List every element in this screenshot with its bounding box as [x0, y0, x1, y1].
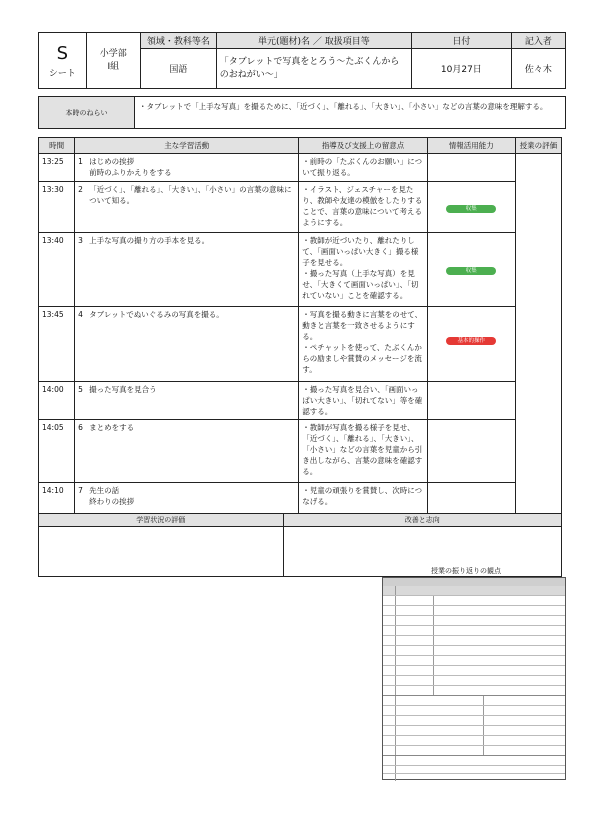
row-ict	[427, 483, 515, 517]
row-number: 7	[78, 486, 83, 495]
reflection-rule	[383, 745, 565, 746]
reflection-rule	[383, 773, 565, 774]
guidance-line: ・教師が近づいたり、離れたりして、「画面いっぱい大きく」撮る様子を見せる。	[302, 236, 419, 267]
row-activity	[75, 182, 299, 233]
table-row	[39, 382, 562, 420]
aim-label: 本時のねらい	[39, 97, 135, 129]
row-guidance	[299, 233, 428, 307]
ict-badge: 基本的操作	[446, 337, 496, 345]
activity-line: タブレットでぬいぐるみの写真を撮る。	[89, 310, 224, 319]
reflection-title: 授業の振り返りの観点	[431, 567, 501, 575]
reflection-rule	[383, 595, 565, 596]
row-number: 4	[78, 310, 83, 319]
unit-value: 「タブレットで写真をとろう～たぶくんからのおねがい～」	[216, 49, 411, 89]
row-time: 13:30	[39, 182, 75, 233]
unit-header: 単元(題材)名 ／ 取扱項目等	[216, 33, 411, 49]
table-row	[39, 420, 562, 483]
row-ict	[427, 420, 515, 483]
col-guidance: 指導及び支援上の留意点	[299, 138, 428, 154]
reflection-rule	[383, 675, 565, 676]
table-row	[39, 154, 562, 182]
reflection-rule	[383, 655, 565, 656]
school-type: 小学部	[99, 48, 127, 59]
activity-line: まとめをする	[89, 423, 135, 432]
ict-badge: 収集	[446, 267, 496, 275]
learning-eval-body	[39, 527, 284, 577]
sheet-letter: S	[56, 43, 69, 64]
class-name: Ⅰ組	[107, 61, 120, 72]
row-time: 14:05	[39, 420, 75, 483]
row-time: 14:10	[39, 483, 75, 517]
learning-eval-header: 学習状況の評価	[39, 514, 284, 527]
reflection-rule	[383, 705, 565, 706]
grade-cell	[86, 33, 140, 89]
col-activity: 主な学習活動	[75, 138, 299, 154]
improvement-body	[283, 527, 561, 577]
reflection-rule	[383, 685, 565, 686]
row-ict	[427, 182, 515, 233]
reflection-rule	[383, 735, 565, 736]
row-time: 13:40	[39, 233, 75, 307]
row-activity	[75, 307, 299, 382]
col-time: 時間	[39, 138, 75, 154]
row-number: 3	[78, 236, 83, 245]
header-table	[38, 32, 566, 89]
table-row	[39, 233, 562, 307]
row-guidance	[299, 307, 428, 382]
row-time: 13:45	[39, 307, 75, 382]
row-number: 6	[78, 423, 83, 432]
row-number: 1	[78, 157, 83, 166]
evaluation-cell	[515, 154, 561, 517]
reflection-rule	[383, 715, 565, 716]
activity-line: 上手な写真の撮り方の手本を見る。	[89, 236, 210, 245]
guidance-line: ・撮った写真（上手な写真）を見せ、「大きくて画面いっぱい」、「切れていない」ことを確認する。	[302, 269, 419, 300]
row-activity	[75, 483, 299, 517]
reflection-rule	[383, 695, 565, 696]
row-ict	[427, 307, 515, 382]
reflection-band	[383, 586, 565, 595]
subject-header: 領域・教科等名	[140, 33, 216, 49]
activity-line: 先生の話	[89, 486, 120, 495]
writer-value: 佐々木	[511, 49, 565, 89]
row-activity	[75, 154, 299, 182]
date-value: 10月27日	[411, 49, 511, 89]
row-guidance: ・教師が写真を撮る様子を見せ、「近づく」、「離れる」、「大きい」、「小さい」などの言葉を児童から引き出しながら、言葉の意味を確認する。	[299, 420, 428, 483]
reflection-rule	[383, 725, 565, 726]
sheet-label: シート	[48, 69, 76, 79]
date-header: 日付	[411, 33, 511, 49]
sheet-cell	[39, 33, 87, 89]
guidance-line: ・写真を撮る動きに言葉をのせて、動きと言葉を一致させるようにする。	[302, 310, 423, 341]
reflection-header-bar	[383, 578, 565, 586]
row-guidance: ・イラスト、ジェスチャーを見たり、教師や友達の模倣をしたりすることで、言葉の意味について考えるようにする。	[299, 182, 428, 233]
reflection-rule	[383, 665, 565, 666]
activity-line: はじめの挨拶	[89, 157, 135, 166]
aim-table	[38, 96, 566, 129]
aim-text: ・タブレットで「上手な写真」を撮るために、「近づく」、「離れる」、「大きい」、「小さい」などの言葉の意味を理解する。	[135, 97, 566, 129]
improvement-header: 改善と志向	[283, 514, 561, 527]
row-time: 14:00	[39, 382, 75, 420]
col-evaluation: 授業の評価	[515, 138, 561, 154]
reflection-rule	[383, 615, 565, 616]
reflection-rule	[383, 765, 565, 766]
reflection-rule	[383, 605, 565, 606]
table-row	[39, 483, 562, 517]
row-guidance: ・前時の「たぶくんのお願い」について振り返る。	[299, 154, 428, 182]
activity-line: 前時のふりかえりをする	[89, 168, 172, 177]
activity-line: 撮った写真を見合う	[89, 385, 157, 394]
reflection-chart	[382, 577, 566, 780]
row-number: 5	[78, 385, 83, 394]
row-activity	[75, 233, 299, 307]
row-guidance: ・撮った写真を見合い、「画面いっぱい大きい」、「切れてない」等を確認する。	[299, 382, 428, 420]
guidance-line: ・ペチャットを使って、たぶくんからの励ましや賞賛のメッセージを流す。	[302, 343, 422, 374]
row-ict	[427, 233, 515, 307]
row-ict	[427, 154, 515, 182]
table-row	[39, 182, 562, 233]
row-ict	[427, 382, 515, 420]
reflection-rule	[383, 755, 565, 756]
activity-line: 「近づく」、「離れる」、「大きい」、「小さい」の言葉の意味について知る。	[89, 185, 292, 205]
subject-value: 国語	[140, 49, 216, 89]
writer-header: 記入者	[511, 33, 565, 49]
reflection-rule	[383, 625, 565, 626]
ict-badge: 収集	[446, 205, 496, 213]
row-activity	[75, 420, 299, 483]
table-row	[39, 307, 562, 382]
reflection-rule	[383, 635, 565, 636]
row-number: 2	[78, 185, 83, 194]
row-activity	[75, 382, 299, 420]
col-ict: 情報活用能力	[427, 138, 515, 154]
activity-line: 終わりの挨拶	[89, 497, 135, 506]
activity-table	[38, 137, 562, 517]
reflection-rule	[383, 645, 565, 646]
row-guidance: ・児童の頑張りを賞賛し、次時につなげる。	[299, 483, 428, 517]
row-time: 13:25	[39, 154, 75, 182]
